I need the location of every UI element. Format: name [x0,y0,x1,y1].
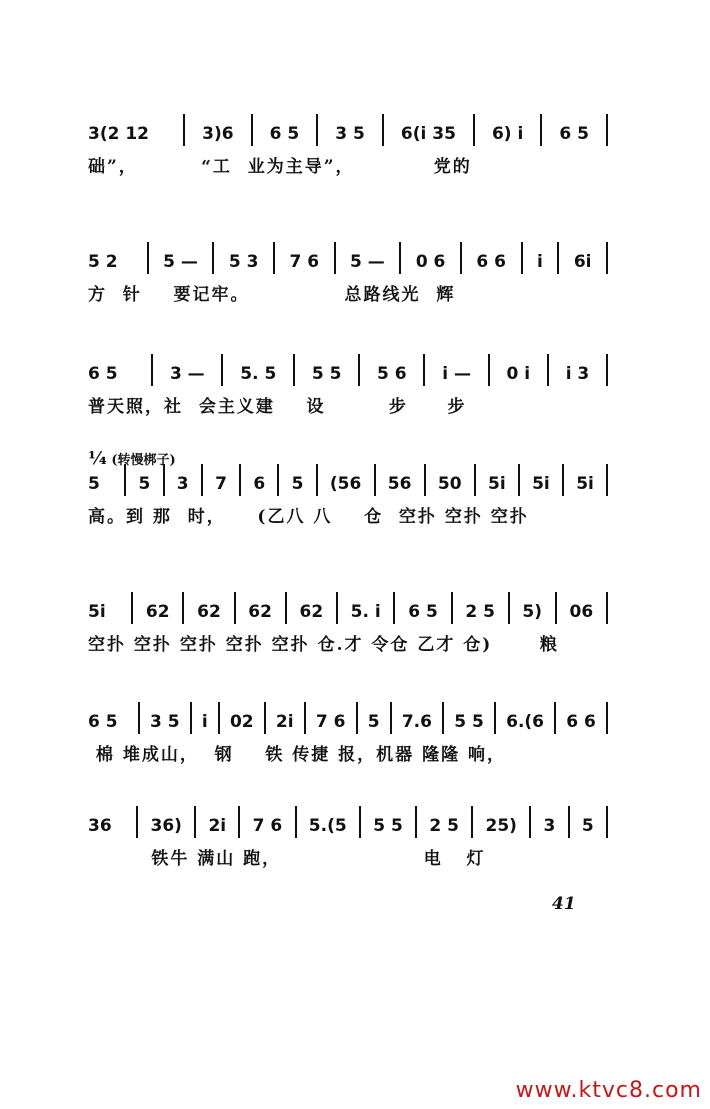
measure: 6 6 [460,242,521,274]
measure: 5i [88,602,106,622]
measure: 6 5 [251,114,317,146]
measure: 5 5 [359,806,415,838]
measure: 5.(5 [295,806,359,838]
measure: 5 3 [212,242,273,274]
measure: 6 5 [540,114,608,146]
measure: (56 [316,464,374,496]
measure: 5. 5 [221,354,293,386]
measure: 62 [131,592,182,624]
measure: 5 6 [358,354,423,386]
measure: 6 5 [88,712,118,732]
measure: 50 [424,464,474,496]
music-system [88,462,608,528]
music-system [88,240,608,306]
music-system [88,112,608,178]
measure: 25) [471,806,529,838]
measure: 5) [508,592,555,624]
lyrics-line: 础”， “工 业为主导”， 党的 [88,157,472,177]
measure: 5i [474,464,518,496]
measure: 6 5 [393,592,450,624]
lyrics-line: 普天照，社 会主义建 设 步 步 [88,397,467,417]
tempo-text: (转慢梆子) [111,453,176,468]
measure: 6i [557,242,608,274]
measure: 7 6 [238,806,294,838]
measure: 6 5 [88,364,118,384]
measure: 6) i [473,114,540,146]
measure: 36 [88,816,112,836]
measure: 62 [182,592,233,624]
notation-line [88,700,608,734]
measure: 7 6 [273,242,334,274]
measure: 6.(6 [494,702,554,734]
measure: 06 [555,592,608,624]
measure: 5 [568,806,608,838]
notation-line [88,352,608,386]
measure: 56 [374,464,424,496]
measure: 5i [562,464,608,496]
notation-line [88,240,608,274]
measure: 2 5 [451,592,508,624]
measure: 6 [239,464,277,496]
measure: 6(i 35 [382,114,473,146]
measure: 2i [194,806,238,838]
measure: 7 6 [304,702,356,734]
lyrics-line: 方 针 要记牢。 总路线光 辉 [88,285,456,305]
measure: 2i [264,702,304,734]
lyrics-line: 棉 堆成山， 钢 铁 传捷 报，机器 隆隆 响， [88,745,507,765]
lyrics-line: 空扑 空扑 空扑 空扑 空扑 仓.才 令仓 乙才 仓) 粮 [88,635,559,655]
music-system [88,352,608,418]
lyrics-line: 铁牛 满山 跑， 电 灯 [88,849,486,869]
measure: 62 [285,592,336,624]
music-system [88,804,608,870]
music-system [88,590,608,656]
measure: 3 — [151,354,221,386]
measure: 5i [518,464,562,496]
measure: 0 6 [399,242,460,274]
measure: 3 5 [138,702,190,734]
measure: 5 [277,464,315,496]
measure: 3 5 [316,114,382,146]
measure: i [190,702,218,734]
notation-line [88,804,608,838]
music-system [88,700,608,766]
measure: 0 i [488,354,547,386]
measure: 62 [234,592,285,624]
measure: 6 6 [554,702,608,734]
measure: 2 5 [415,806,471,838]
measure: 5 [356,702,390,734]
measure: 5 — [147,242,213,274]
tempo-mark [88,448,176,469]
measure: 3 [163,464,201,496]
measure: 7 [201,464,239,496]
measure: 36) [136,806,194,838]
watermark: www.ktvc8.com [515,1078,702,1103]
measure: i [521,242,558,274]
measure: 5 5 [293,354,358,386]
measure: 02 [218,702,264,734]
measure: 3(2 12 [88,124,150,144]
page-number: 41 [552,894,576,914]
measure: 5 — [334,242,400,274]
notation-line [88,112,608,146]
notation-line [88,590,608,624]
measure: 5 5 [442,702,494,734]
measure: 7.6 [390,702,442,734]
measure: 5 [88,474,100,494]
measure: i 3 [547,354,608,386]
meter-mark: ¼ [88,448,107,469]
measure: 3 [529,806,567,838]
measure: 3)6 [183,114,251,146]
measure: 5 2 [88,252,118,272]
measure: i — [423,354,487,386]
measure: 5 [124,464,162,496]
lyrics-line: 高。到 那 时， (乙八 八 仓 空扑 空扑 空扑 [88,507,529,527]
measure: 5. i [336,592,394,624]
